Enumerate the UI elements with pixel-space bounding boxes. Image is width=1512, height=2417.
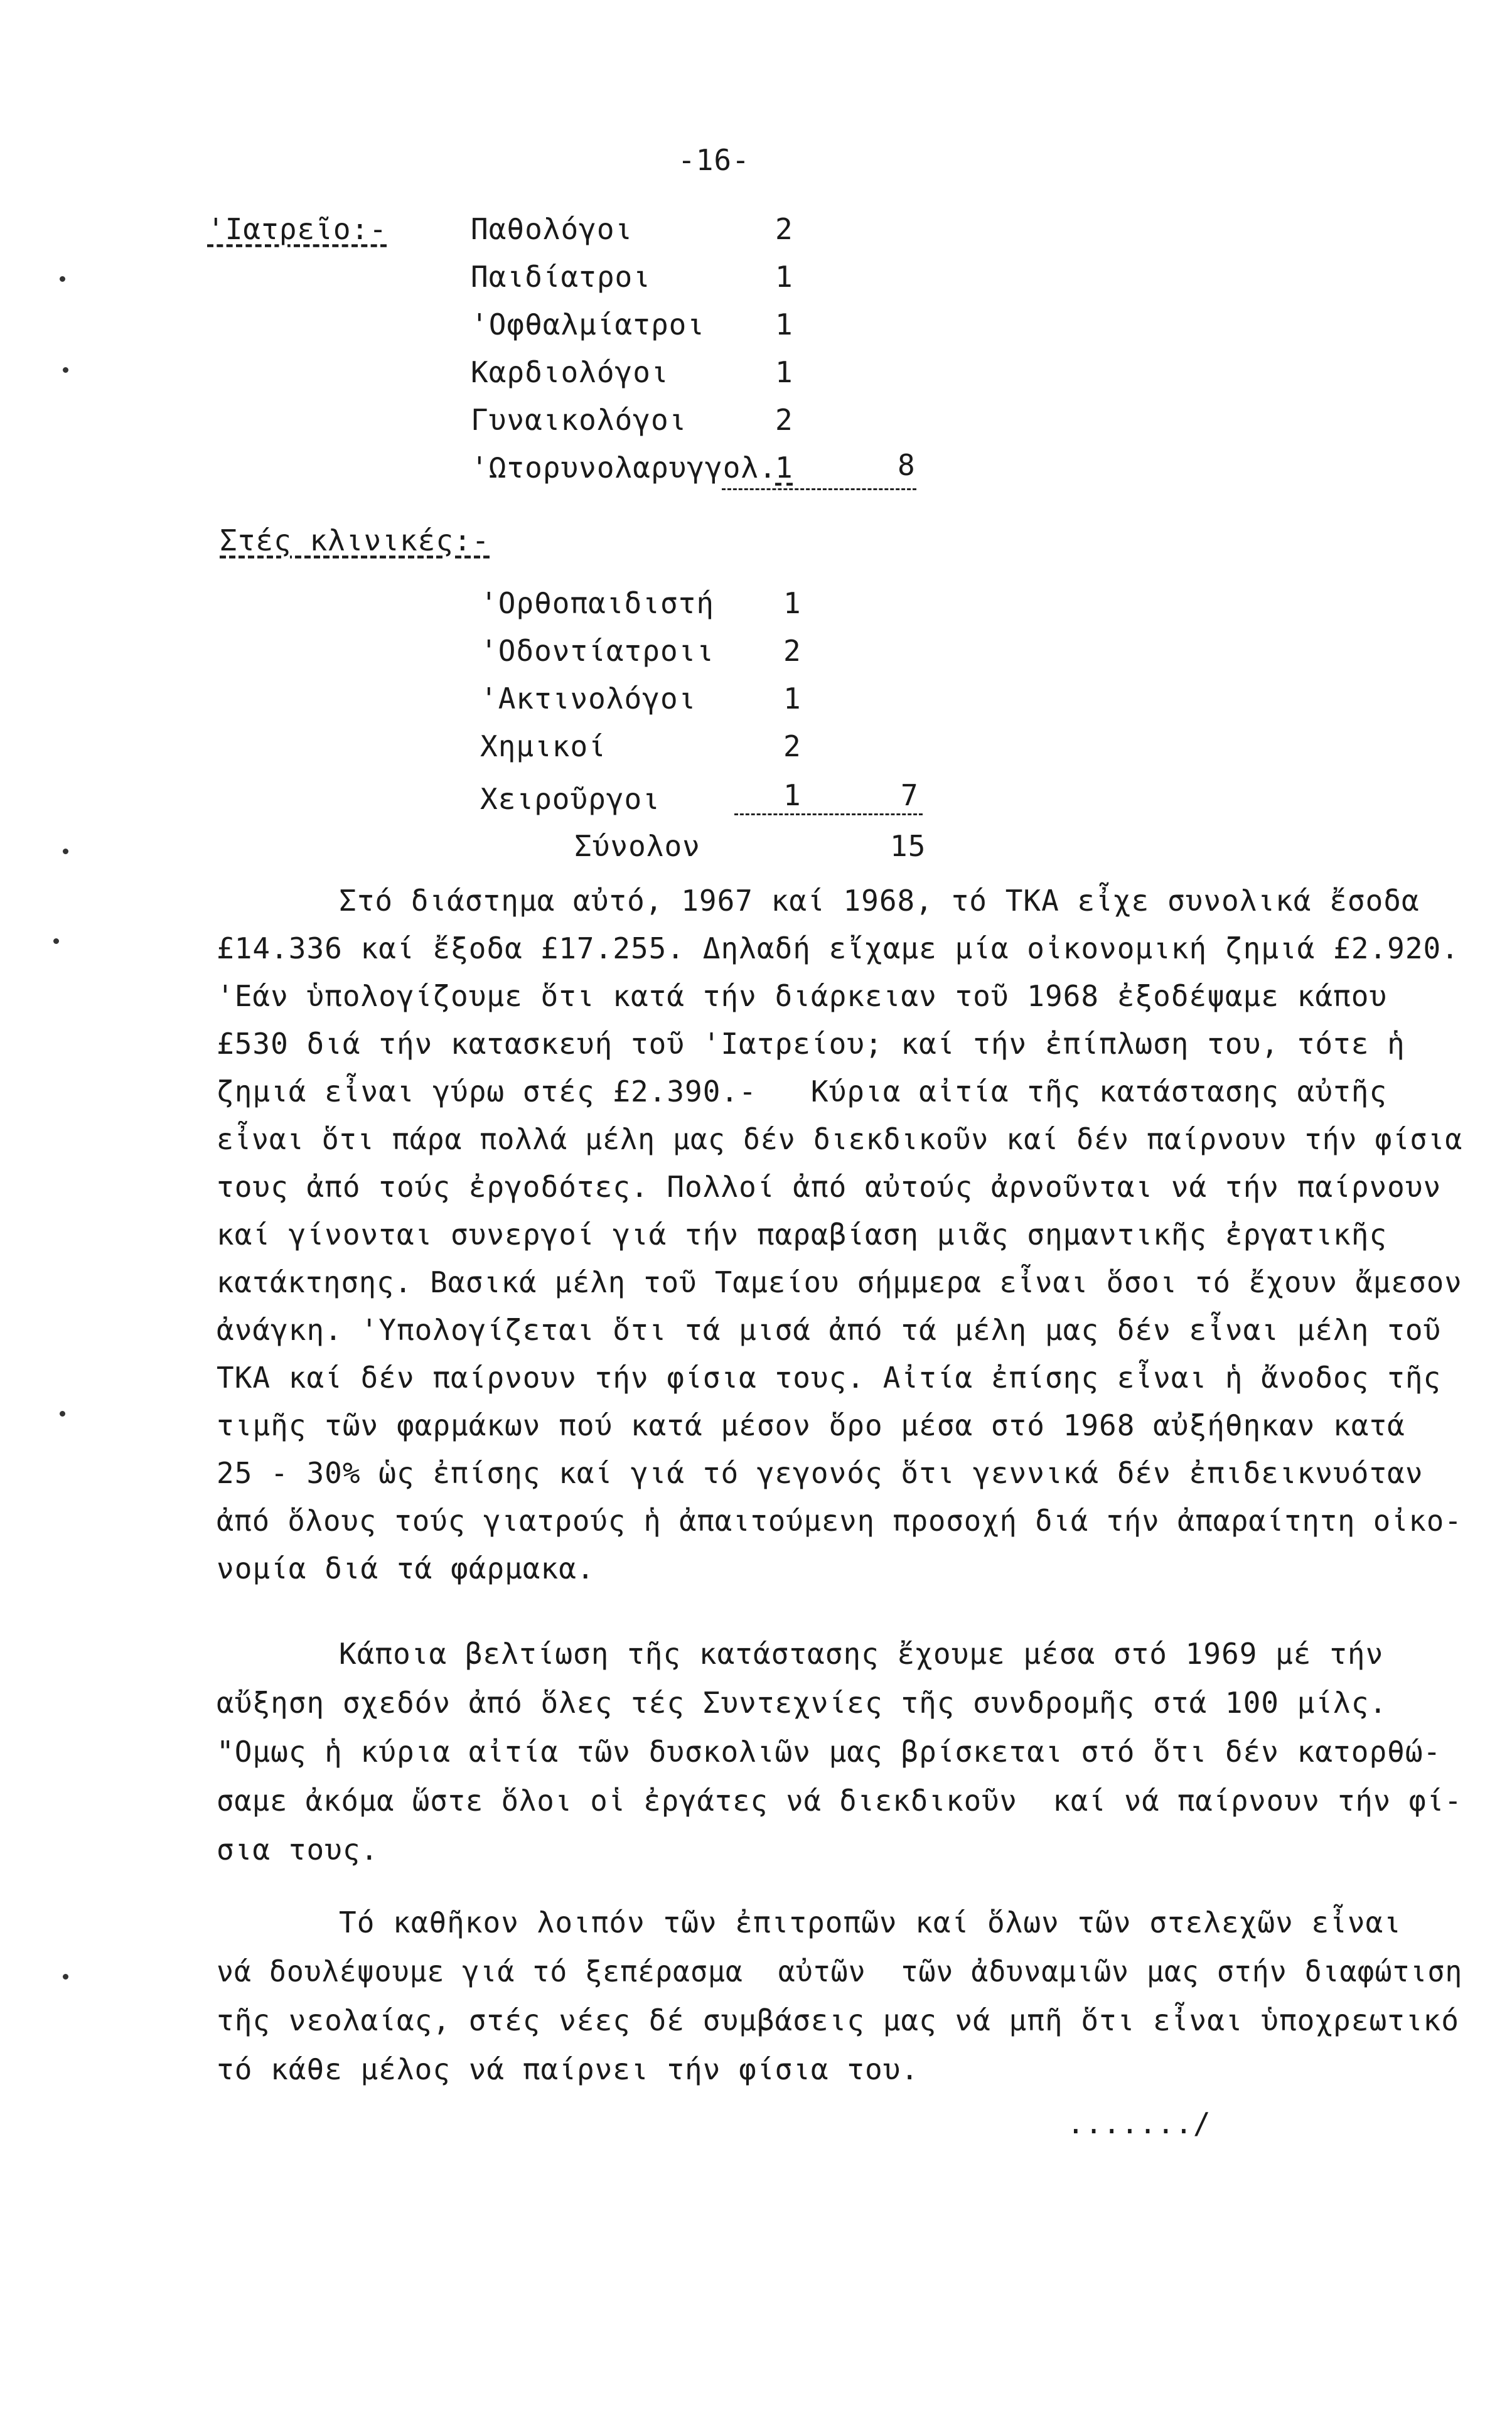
paragraph-line: τῆς νεολαίας, στές νέες δέ συμβάσεις μας νά μπῆ ὅτι εἶναι ὑποχρεωτικό — [217, 2003, 1459, 2037]
paragraph-line: £14.336 καί ἔξοδα £17.255. Δηλαδή εἴχαμε μία οἰκονομική ζημιά £2.920. — [217, 931, 1459, 965]
clinics-item-count: 2 — [783, 634, 802, 668]
total-value: 15 — [890, 829, 926, 863]
scan-dot — [60, 276, 65, 282]
clinic-item-name: 'Ωτορυνολαρυγγολ. — [471, 451, 777, 485]
scan-dot — [63, 849, 68, 854]
clinic-item-count: 2 — [775, 212, 793, 246]
paragraph-line: ἀνάγκη. 'Υπολογίζεται ὅτι τά μισά ἀπό τά μέλη μας δέν εἶναι μέλη τοῦ — [217, 1313, 1442, 1347]
paragraph-line: ΤΚΑ καί δέν παίρνουν τήν φίσια τους. Αἰτία ἐπίσης εἶναι ἡ ἄνοδος τῆς — [217, 1361, 1442, 1395]
clinics-item-count: 1 — [783, 682, 802, 715]
clinics-item-name: 'Ορθοπαιδιστή — [480, 586, 715, 620]
clinic-item-name: Παθολόγοι — [471, 212, 633, 246]
clinic-item-count: 1 — [775, 355, 793, 389]
paragraph-line: αὔξηση σχεδόν ἀπό ὅλες τές Συντεχνίες τῆς συνδρομῆς στά 100 μίλς. — [217, 1686, 1388, 1720]
clinics-item-name: 'Οδοντίατροιι — [480, 634, 715, 668]
paragraph-line: τους ἀπό τούς ἐργοδότες. Πολλοί ἀπό αὐτούς ἀρνοῦνται νά τήν παίρνουν — [217, 1170, 1442, 1204]
paragraph-line: νά δουλέψουμε γιά τό ξεπέρασμα αὐτῶν τῶν ἀδυναμιῶν μας στήν διαφώτιση — [217, 1954, 1463, 1988]
paragraph-line: Τό καθῆκον λοιπόν τῶν ἐπιτροπῶν καί ὅλων τῶν στελεχῶν εἶναι — [339, 1905, 1402, 1939]
clinic-heading: 'Ιατρεῖο:- — [207, 212, 387, 246]
paragraph-line: κατάκτησης. Βασικά μέλη τοῦ Ταμείου σήμμερα εἶναι ὅσοι τό ἔχουν ἄμεσον — [217, 1265, 1462, 1299]
paragraph-line: ἀπό ὅλους τούς γιατρούς ἡ ἀπαιτούμενη προσοχή διά τήν ἀπαραίτητη οἰκο- — [217, 1504, 1462, 1538]
subtotal-rule — [734, 813, 923, 815]
clinic-item-name: Γυναικολόγοι — [471, 403, 687, 437]
clinic-item-count: 1 — [775, 260, 793, 294]
paragraph-line: τιμῆς τῶν φαρμάκων πού κατά μέσον ὅρο μέσα στό 1968 αὐξήθηκαν κατά — [217, 1408, 1405, 1442]
paragraph-line: σια τους. — [217, 1833, 379, 1867]
clinics-item-name: Χημικοί — [480, 729, 606, 763]
clinic-item-name: Παιδίατροι — [471, 260, 651, 294]
clinics-heading: Στές κλινικές:- — [220, 523, 490, 557]
paragraph-line: καί γίνονται συνεργοί γιά τήν παραβίαση μιᾶς σημαντικῆς ἐργατικῆς — [217, 1218, 1388, 1251]
paragraph-line: "Ομως ἡ κύρια αἰτία τῶν δυσκολιῶν μας βρίσκεται στό ὅτι δέν κατορθώ- — [217, 1735, 1442, 1769]
paragraph-line: εἶναι ὅτι πάρα πολλά μέλη μας δέν διεκδικοῦν καί δέν παίρνουν τήν φίσια — [217, 1122, 1463, 1156]
clinics-item-count: 2 — [783, 729, 802, 763]
paragraph-line: νομία διά τά φάρμακα. — [217, 1551, 595, 1585]
paragraph-line: 25 - 30% ὡς ἐπίσης καί γιά τό γεγονός ὅτι γεννικά δέν ἐπιδεικνυόταν — [217, 1456, 1424, 1490]
paragraph-line: ζημιά εἶναι γύρω στές £2.390.- Κύρια αἰτία τῆς κατάστασης αὐτῆς — [217, 1075, 1388, 1108]
clinics-item-name: 'Ακτινολόγοι — [480, 682, 697, 715]
clinic-item-count: 1 — [775, 308, 793, 341]
total-label: Σύνολον — [574, 829, 700, 863]
page-number: -16- — [678, 143, 750, 177]
paragraph-line: Στό διάστημα αὐτό, 1967 καί 1968, τό ΤΚΑ εἶχε συνολικά ἔσοδα — [339, 884, 1420, 918]
paragraph-line: 'Εάν ὑπολογίζουμε ὅτι κατά τήν διάρκειαν τοῦ 1968 ἐξοδέψαμε κάπου — [217, 979, 1388, 1013]
paragraph-line: τό κάθε μέλος νά παίρνει τήν φίσια του. — [217, 2052, 920, 2086]
subtotal-rule — [722, 488, 916, 490]
clinics-subtotal: 7 — [901, 778, 919, 812]
clinic-item-name: 'Οφθαλμίατροι — [471, 308, 705, 341]
paragraph-line: σαμε ἀκόμα ὥστε ὅλοι οἱ ἐργάτες νά διεκδικοῦν καί νά παίρνουν τήν φί- — [217, 1784, 1462, 1818]
clinics-item-name: Χειροῦργοι — [480, 782, 660, 816]
paragraph-line: £530 διά τήν κατασκευή τοῦ 'Ιατρείου; καί τήν ἐπίπλωση του, τότε ἡ — [217, 1027, 1405, 1061]
clinic-item-name: Καρδιολόγοι — [471, 355, 669, 389]
scan-dot — [60, 1411, 65, 1417]
scan-dot — [53, 938, 59, 944]
clinic-item-count: 2 — [775, 403, 793, 437]
clinic-item-count: 1 — [775, 451, 793, 485]
continuation-mark: ......./ — [1067, 2106, 1211, 2140]
paragraph-line: Κάποια βελτίωση τῆς κατάστασης ἔχουμε μέσα στό 1969 μέ τήν — [339, 1637, 1384, 1671]
clinic-subtotal: 8 — [898, 448, 916, 482]
scan-dot — [63, 1974, 68, 1980]
clinics-item-count: 1 — [783, 586, 802, 620]
scan-dot — [63, 367, 68, 373]
clinics-item-count: 1 — [783, 778, 802, 812]
